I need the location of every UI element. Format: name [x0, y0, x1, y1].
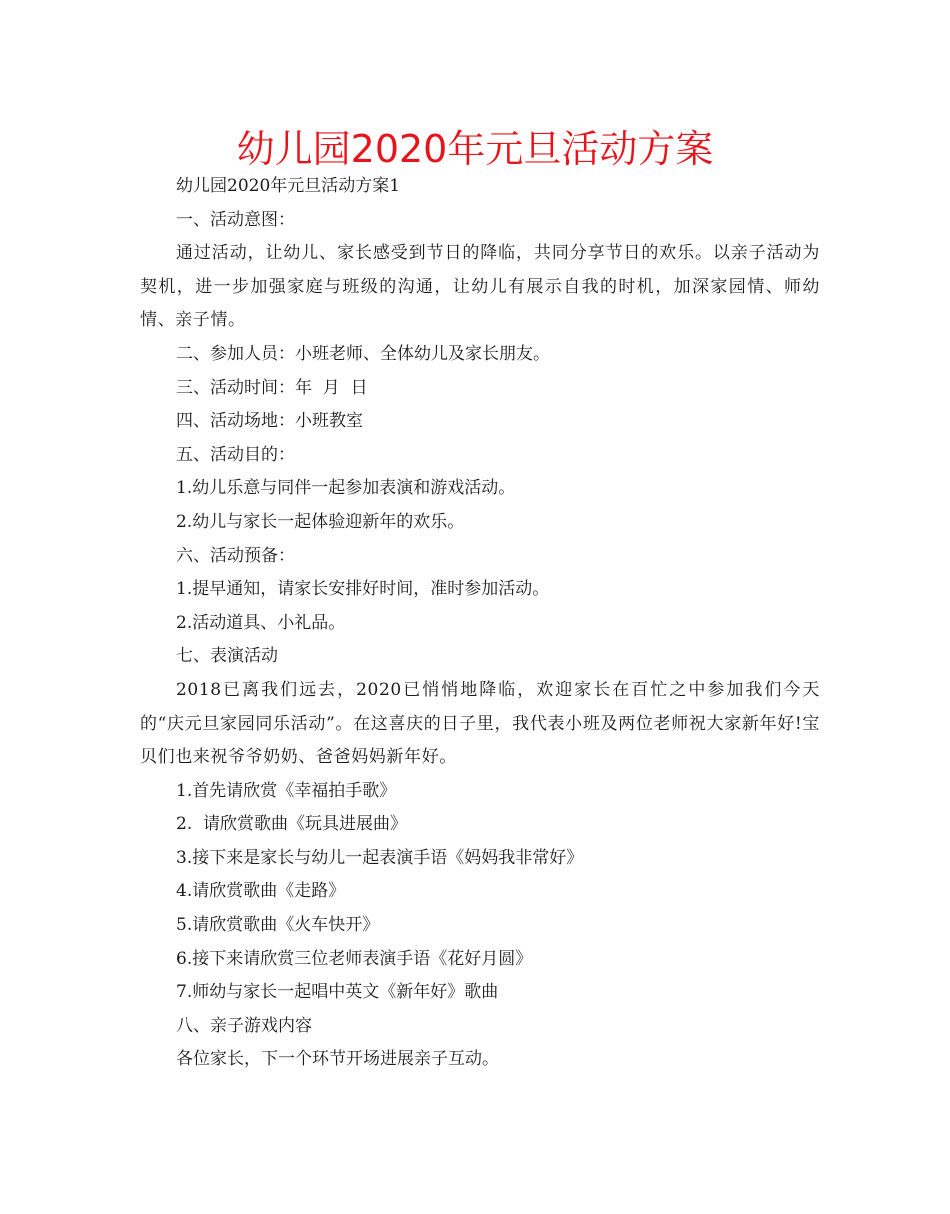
- section-heading: 五、活动目的：: [176, 444, 295, 465]
- section-heading: 八、亲子游戏内容: [176, 1015, 312, 1036]
- list-item: 6.接下来请欣赏三位老师表演手语《花好月圆》: [176, 948, 533, 969]
- text-line: 四、活动场地：小班教室: [176, 411, 363, 432]
- paragraph: 2018已离我们远去，2020已悄悄地降临，欢迎家长在百忙之中参加我们今天的“庆元旦家园同乐活动”。在这喜庆的日子里，我代表小班及两位老师祝大家新年好!宝贝们也来祝爷爷奶奶、爸爸妈妈新年好。: [140, 679, 820, 768]
- list-item: 1.首先请欣赏《幸福拍手歌》: [176, 780, 397, 801]
- document-body: [140, 170, 820, 1077]
- list-item: 7.师幼与家长一起唱中英文《新年好》歌曲: [176, 982, 499, 1003]
- list-item: 4.请欣赏歌曲《走路》: [176, 881, 346, 902]
- section-heading: 六、活动预备：: [176, 545, 295, 566]
- document-title: 幼儿园2020年元旦活动方案: [236, 127, 714, 171]
- text-line: 二、参加人员：小班老师、全体幼儿及家长朋友。: [176, 343, 550, 364]
- text-line: 各位家长，下一个环节开场进展亲子互动。: [176, 1049, 499, 1070]
- list-item: 2.幼儿与家长一起体验迎新年的欢乐。: [176, 511, 465, 532]
- list-item: 3.接下来是家长与幼儿一起表演手语《妈妈我非常好》: [176, 847, 584, 868]
- list-item: 1.提早通知，请家长安排好时间，准时参加活动。: [176, 579, 550, 600]
- document-subtitle: 幼儿园2020年元旦活动方案1: [176, 176, 401, 196]
- section-heading: 七、表演活动: [176, 646, 278, 667]
- paragraph: 通过活动，让幼儿、家长感受到节日的降临，共同分享节日的欢乐。以亲子活动为契机，进一步加强家庭与班级的沟通，让幼儿有展示自我的时机，加深家园情、师幼情、亲子情。: [140, 243, 820, 331]
- list-item: 1.幼儿乐意与同伴一起参加表演和游戏活动。: [176, 478, 516, 499]
- list-item: 2.活动道具、小礼品。: [176, 612, 346, 633]
- list-item: 5.请欣赏歌曲《火车快开》: [176, 915, 380, 936]
- list-item: 2. 请欣赏歌曲《玩具进展曲》: [176, 814, 408, 835]
- text-line: 三、活动时间：年 月 日: [176, 377, 368, 398]
- section-heading: 一、活动意图：: [176, 209, 295, 230]
